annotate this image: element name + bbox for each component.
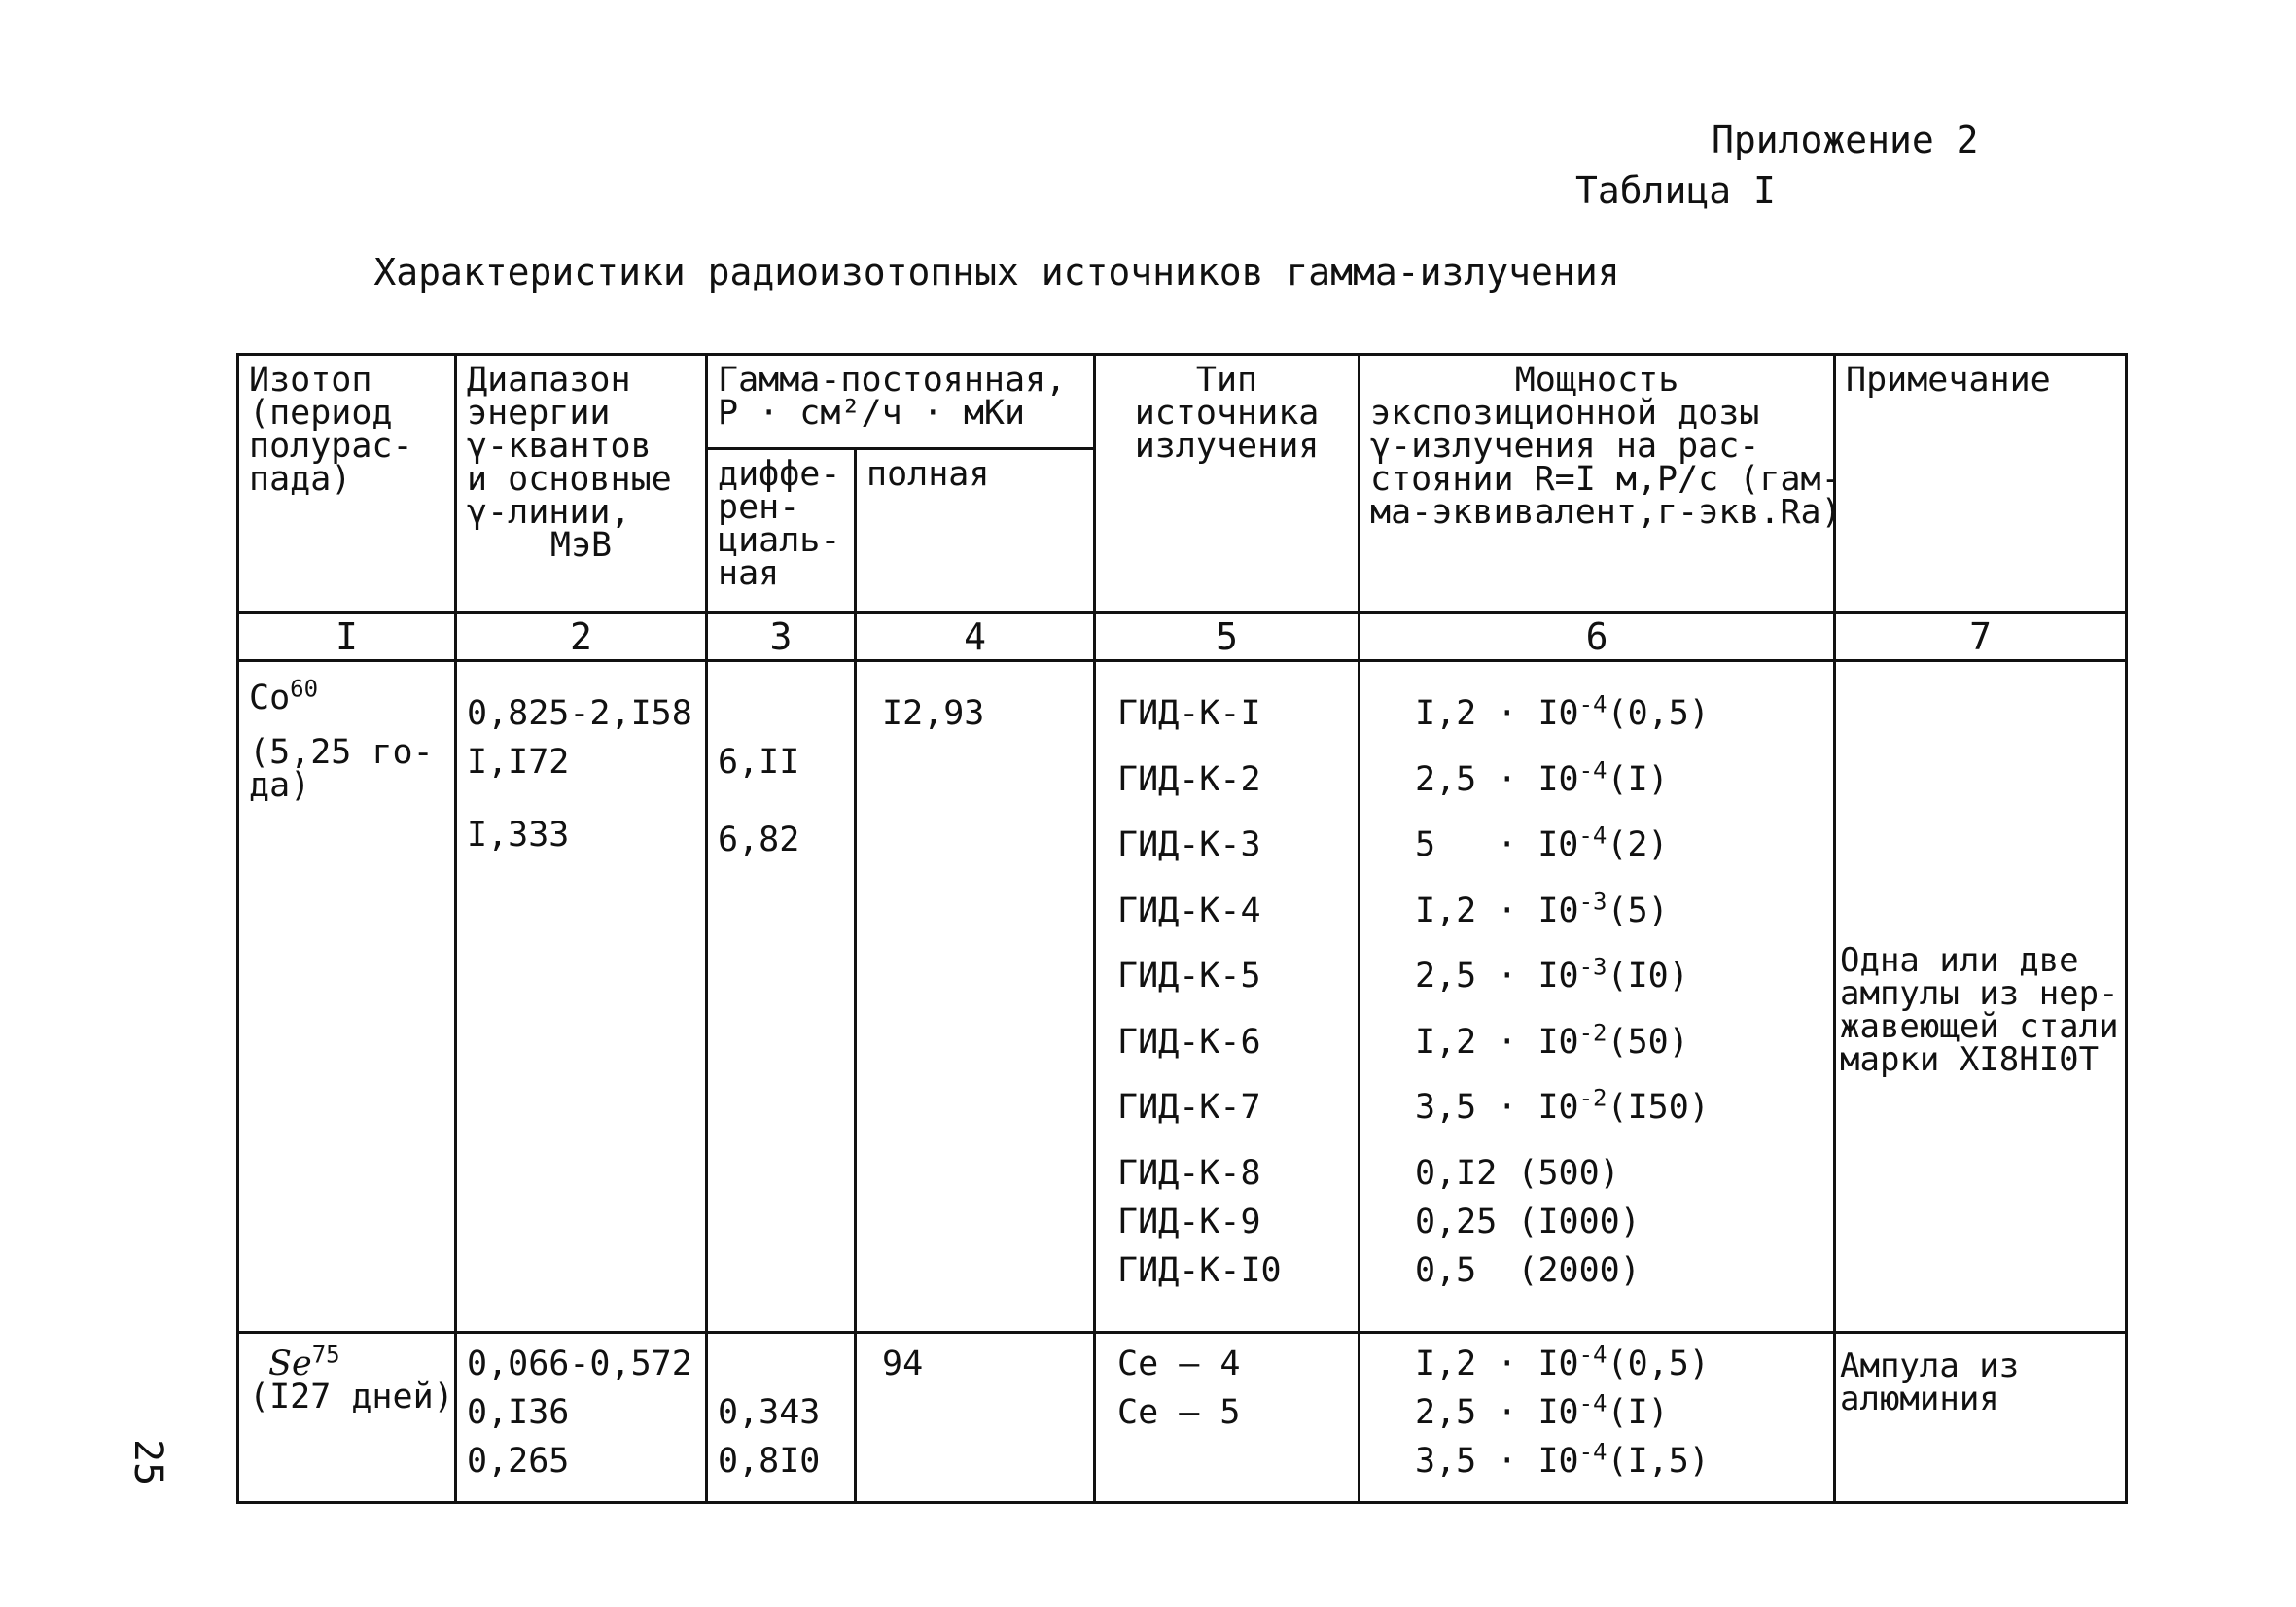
- col-header-differential: диффе- рен- циаль- ная: [707, 449, 856, 613]
- note-cell: Одна или две ампулы из нер-жавеющей стали марки XI8HI0T: [1835, 661, 2127, 1333]
- full-cell: 94: [856, 1333, 1095, 1503]
- table-row-se75: [238, 1333, 2127, 1503]
- note-cell: Ампула из алюминия: [1835, 1333, 2127, 1503]
- source-type-cell: ГИД-К-I ГИД-К-2 ГИД-К-3 ГИД-К-4 ГИД-К-5 ГИД-К-6 ГИД-К-7 ГИД-К-8 ГИД-К-9 ГИД-К-I0: [1095, 661, 1360, 1333]
- column-number-row: [238, 613, 2127, 661]
- col-header-dose-rate: Мощность экспозиционной дозы γ-излучения на рас- стоянии R=I м,Р/с (гам- ма-эквивалент,г-экв.Ra): [1360, 355, 1835, 613]
- column-number: 6: [1360, 613, 1835, 661]
- column-number: 5: [1095, 613, 1360, 661]
- col-header-source-type: Тип источника излучения: [1095, 355, 1360, 613]
- col-header-isotope: Изотоп (период полурас- пада): [238, 355, 456, 613]
- isotope-cell: Co$^{60}$ (5,25 го-да): [238, 661, 456, 1333]
- dose-rate-cell: $I,2 \cdot I0^{-4}(0,5)$ $2,5 \cdot I0^{-4}(I)$ $3,5 \cdot I0^{-4}(I,5)$: [1360, 1333, 1835, 1503]
- source-type-cell: Се – 4 Се – 5: [1095, 1333, 1360, 1503]
- table-number: Таблица I: [1575, 169, 1776, 212]
- differential-cell: 0,343 0,8I0: [707, 1333, 856, 1503]
- column-number: 7: [1835, 613, 2127, 661]
- isotope-cell: Se$^{75}$ (I27 дней): [238, 1333, 456, 1503]
- column-number: I: [238, 613, 456, 661]
- header-row: [238, 355, 2127, 449]
- col-header-energy: Диапазон энергии γ-квантов и основные γ-линии, МэВ: [456, 355, 707, 613]
- col-header-full: полная: [856, 449, 1095, 613]
- energy-cell: 0,066-0,572 0,I36 0,265: [456, 1333, 707, 1503]
- page-number: 25: [125, 1439, 170, 1486]
- dose-rate-cell: $I,2 \cdot I0^{-4}(0,5)$ $2,5 \cdot I0^{-4}(I)$ $5 \cdot I0^{-4}(2)$ $I,2 \cdot I0^{-3}(5)$ $2,5 \cdot I0^{-3}(I0)$ $I,2 \cdot I0^{-2}(50)$ $3,5 \cdot I0^{-2}(I50)$ 0,I2 (500) 0,25 (I000) 0,5 (2000): [1360, 661, 1835, 1333]
- appendix-label: Приложение 2: [1712, 119, 1979, 161]
- table-title: Характеристики радиоизотопных источников гамма-излучения: [373, 251, 1620, 294]
- column-number: 4: [856, 613, 1095, 661]
- table-row-co60: [238, 661, 2127, 1333]
- column-number: 3: [707, 613, 856, 661]
- differential-cell: 6,II 6,82: [707, 661, 856, 1333]
- col-header-gamma-constant: Гамма-постоянная, Р · см²/ч · мКи: [707, 355, 1095, 449]
- full-cell: I2,93: [856, 661, 1095, 1333]
- isotope-table: [236, 353, 2128, 1504]
- column-number: 2: [456, 613, 707, 661]
- energy-cell: 0,825-2,I58 I,I72 I,333: [456, 661, 707, 1333]
- col-header-note: Примечание: [1835, 355, 2127, 613]
